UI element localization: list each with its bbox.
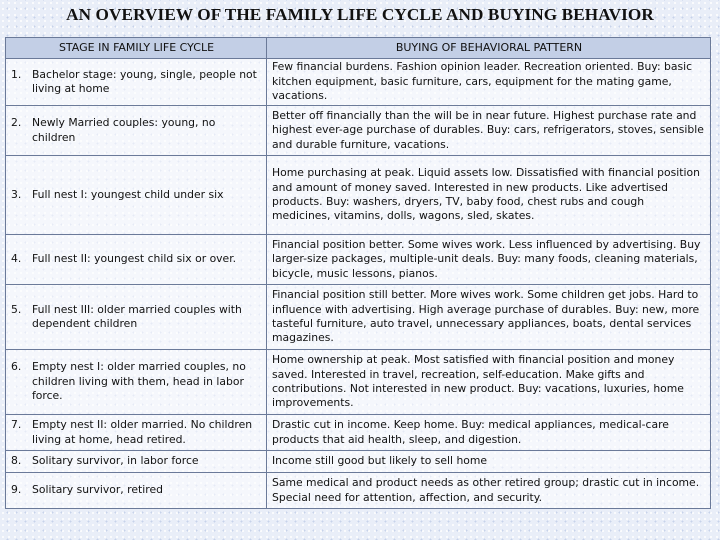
table-row — [6, 156, 711, 235]
table-row — [6, 235, 711, 285]
row-number: 7. — [11, 418, 22, 432]
pattern-cell: Income still good but likely to sell home — [267, 451, 711, 473]
stage-cell — [6, 350, 267, 415]
family-life-cycle-table — [5, 37, 711, 509]
stage-cell — [6, 156, 267, 235]
row-number: 9. — [11, 483, 22, 497]
row-number: 2. — [11, 116, 22, 130]
row-number: 6. — [11, 360, 22, 374]
stage-cell — [6, 285, 267, 350]
table-row — [6, 106, 711, 156]
stage-text: Newly Married couples: young, no children — [32, 116, 216, 144]
table-row — [6, 59, 711, 106]
table-row — [6, 473, 711, 509]
row-number: 4. — [11, 252, 22, 266]
stage-text: Solitary survivor, in labor force — [32, 454, 199, 468]
pattern-cell: Financial position better. Some wives work. Less influenced by advertising. Buy larger-size packages, multiple-unit deals. Buy: many foods, cleaning materials, bicycle, music lessons, pianos. — [267, 235, 711, 285]
stage-cell — [6, 473, 267, 509]
table-row — [6, 415, 711, 451]
stage-text: Solitary survivor, retired — [32, 483, 163, 497]
pattern-cell: Same medical and product needs as other retired group; drastic cut in income. Special need for attention, affection, and security. — [267, 473, 711, 509]
stage-cell — [6, 235, 267, 285]
pattern-cell: Drastic cut in income. Keep home. Buy: medical appliances, medical-care products that aid health, sleep, and digestion. — [267, 415, 711, 451]
pattern-cell: Better off financially than the will be in near future. Highest purchase rate and highest ever-age purchase of durables. Buy: cars, refrigerators, stoves, sensible and durable furniture, vacations. — [267, 106, 711, 156]
stage-text: Empty nest I: older married couples, no children living with them, head in labor force. — [32, 360, 246, 403]
stage-cell — [6, 415, 267, 451]
table-row — [6, 451, 711, 473]
pattern-cell: Financial position still better. More wives work. Some children get jobs. Hard to influence with advertising. High average purchase of durables. Buy: new, more tasteful furniture, auto travel, unnecessary appliances, boats, dental services magazines. — [267, 285, 711, 350]
row-number: 5. — [11, 302, 22, 316]
row-number: 3. — [11, 187, 22, 201]
stage-text: Full nest III: older married couples with dependent children — [32, 302, 242, 330]
header-stage: STAGE IN FAMILY LIFE CYCLE — [6, 38, 267, 59]
stage-cell — [6, 59, 267, 106]
header-pattern: BUYING OF BEHAVIORAL PATTERN — [267, 38, 711, 59]
stage-text: Empty nest II: older married. No children living at home, head retired. — [32, 418, 253, 446]
page-title: AN OVERVIEW OF THE FAMILY LIFE CYCLE AND BUYING BEHAVIOR — [66, 5, 654, 24]
table-header-row — [6, 38, 711, 59]
row-number: 8. — [11, 454, 22, 468]
table-row — [6, 285, 711, 350]
stage-cell — [6, 451, 267, 473]
stage-cell — [6, 106, 267, 156]
row-number: 1. — [11, 67, 22, 81]
pattern-cell: Few financial burdens. Fashion opinion leader. Recreation oriented. Buy: basic kitchen equipment, basic furniture, cars, equipment for the mating game, vacations. — [267, 59, 711, 106]
pattern-cell: Home ownership at peak. Most satisfied with financial position and money saved. Interested in travel, recreation, self-education. Make gifts and contributions. Not interested in new product. Buy: vacations, luxuries, home improvements. — [267, 350, 711, 415]
stage-text: Full nest I: youngest child under six — [32, 187, 224, 201]
stage-text: Full nest II: youngest child six or over. — [32, 252, 237, 266]
stage-text: Bachelor stage: young, single, people not living at home — [32, 67, 257, 95]
table-row — [6, 350, 711, 415]
pattern-cell: Home purchasing at peak. Liquid assets low. Dissatisfied with financial position and amount of money saved. Interested in new products. Like advertised products. Buy: washers, dryers, TV, baby food, chest rubs and cough medicines, vitamins, dolls, wagons, sled, skates. — [267, 156, 711, 235]
